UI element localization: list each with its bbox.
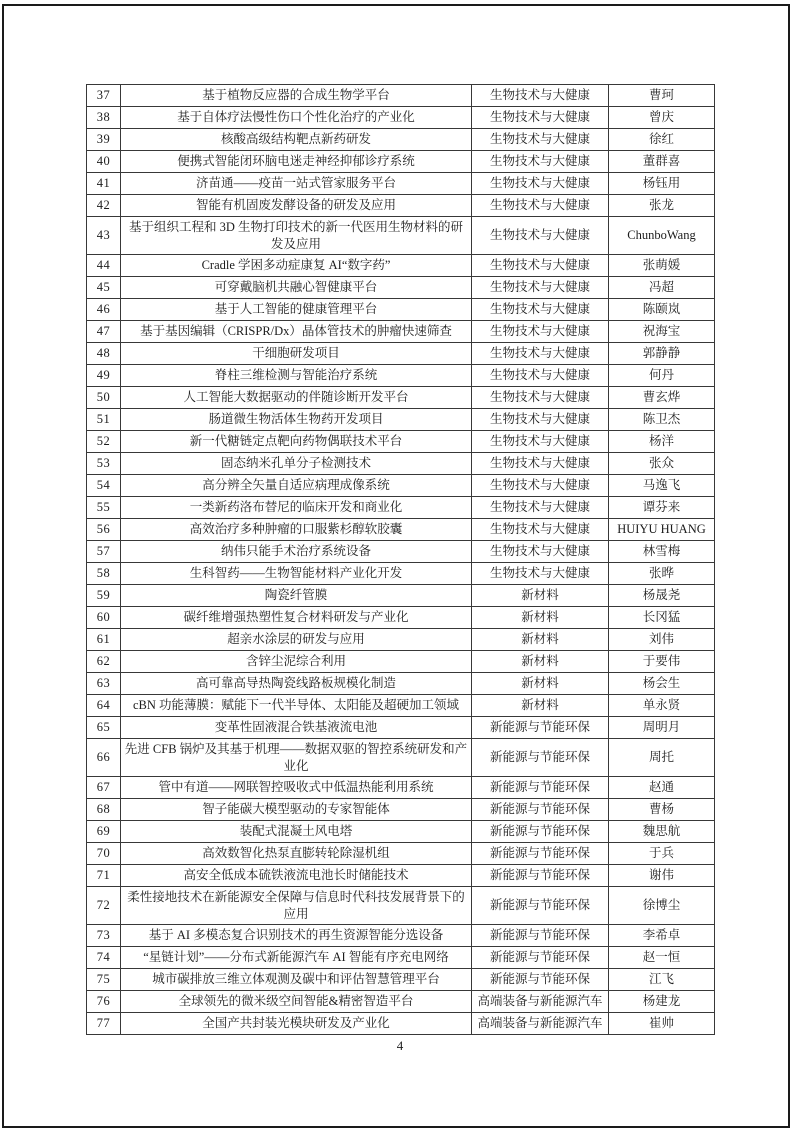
category-cell: 生物技术与大健康	[472, 277, 609, 299]
category-cell: 生物技术与大健康	[472, 255, 609, 277]
row-number-cell: 64	[87, 695, 121, 717]
category-cell: 生物技术与大健康	[472, 497, 609, 519]
person-name-cell: 魏思航	[609, 821, 715, 843]
person-name-cell: 郭静静	[609, 343, 715, 365]
row-number-cell: 52	[87, 431, 121, 453]
row-number-cell: 38	[87, 107, 121, 129]
row-number-cell: 77	[87, 1013, 121, 1035]
project-title-cell: 高效数智化热泵直膨转轮除湿机组	[121, 843, 472, 865]
project-title-cell: 基于人工智能的健康管理平台	[121, 299, 472, 321]
table-row	[87, 947, 715, 969]
category-cell: 生物技术与大健康	[472, 365, 609, 387]
project-title-cell: 核酸高级结构靶点新药研发	[121, 129, 472, 151]
project-title-cell: 基于组织工程和 3D 生物打印技术的新一代医用生物材料的研发及应用	[121, 217, 472, 255]
row-number-cell: 56	[87, 519, 121, 541]
table-row	[87, 799, 715, 821]
project-title-cell: cBN 功能薄膜：赋能下一代半导体、太阳能及超硬加工领域	[121, 695, 472, 717]
project-title-cell: 基于自体疗法慢性伤口个性化治疗的产业化	[121, 107, 472, 129]
table-row	[87, 563, 715, 585]
category-cell: 新材料	[472, 651, 609, 673]
table-row	[87, 607, 715, 629]
row-number-cell: 66	[87, 739, 121, 777]
category-cell: 新材料	[472, 695, 609, 717]
table-row	[87, 387, 715, 409]
row-number-cell: 69	[87, 821, 121, 843]
table-row	[87, 821, 715, 843]
person-name-cell: 周托	[609, 739, 715, 777]
table-row	[87, 255, 715, 277]
category-cell: 新能源与节能环保	[472, 821, 609, 843]
project-title-cell: 纳伟只能手术治疗系统设备	[121, 541, 472, 563]
category-cell: 新能源与节能环保	[472, 947, 609, 969]
category-cell: 新能源与节能环保	[472, 777, 609, 799]
category-cell: 新材料	[472, 629, 609, 651]
row-number-cell: 39	[87, 129, 121, 151]
table-row	[87, 717, 715, 739]
category-cell: 生物技术与大健康	[472, 431, 609, 453]
person-name-cell: 谢伟	[609, 865, 715, 887]
row-number-cell: 44	[87, 255, 121, 277]
category-cell: 新材料	[472, 673, 609, 695]
person-name-cell: 长冈猛	[609, 607, 715, 629]
person-name-cell: 周明月	[609, 717, 715, 739]
row-number-cell: 60	[87, 607, 121, 629]
project-title-cell: 肠道微生物活体生物药开发项目	[121, 409, 472, 431]
project-title-cell: 一类新药洛布替尼的临床开发和商业化	[121, 497, 472, 519]
person-name-cell: 马逸飞	[609, 475, 715, 497]
table-row	[87, 475, 715, 497]
row-number-cell: 71	[87, 865, 121, 887]
table-row	[87, 777, 715, 799]
category-cell: 高端装备与新能源汽车	[472, 991, 609, 1013]
table-row	[87, 629, 715, 651]
category-cell: 生物技术与大健康	[472, 107, 609, 129]
table-row	[87, 925, 715, 947]
category-cell: 生物技术与大健康	[472, 151, 609, 173]
row-number-cell: 72	[87, 887, 121, 925]
category-cell: 生物技术与大健康	[472, 453, 609, 475]
project-title-cell: 柔性接地技术在新能源安全保障与信息时代科技发展背景下的应用	[121, 887, 472, 925]
project-title-cell: 全国产共封装光模块研发及产业化	[121, 1013, 472, 1035]
person-name-cell: 林雪梅	[609, 541, 715, 563]
projects-table-body	[87, 85, 715, 1035]
row-number-cell: 40	[87, 151, 121, 173]
category-cell: 生物技术与大健康	[472, 563, 609, 585]
table-row	[87, 343, 715, 365]
row-number-cell: 68	[87, 799, 121, 821]
row-number-cell: 65	[87, 717, 121, 739]
project-title-cell: 管中有道——网联智控吸收式中低温热能利用系统	[121, 777, 472, 799]
category-cell: 新材料	[472, 607, 609, 629]
row-number-cell: 45	[87, 277, 121, 299]
row-number-cell: 73	[87, 925, 121, 947]
row-number-cell: 49	[87, 365, 121, 387]
category-cell: 生物技术与大健康	[472, 129, 609, 151]
category-cell: 新能源与节能环保	[472, 717, 609, 739]
table-row	[87, 865, 715, 887]
table-row	[87, 409, 715, 431]
person-name-cell: 杨钰用	[609, 173, 715, 195]
project-title-cell: “星链计划”——分布式新能源汽车 AI 智能有序充电网络	[121, 947, 472, 969]
row-number-cell: 48	[87, 343, 121, 365]
row-number-cell: 50	[87, 387, 121, 409]
person-name-cell: 徐博尘	[609, 887, 715, 925]
table-row	[87, 85, 715, 107]
project-title-cell: 变革性固液混合铁基液流电池	[121, 717, 472, 739]
category-cell: 生物技术与大健康	[472, 475, 609, 497]
person-name-cell: 江飞	[609, 969, 715, 991]
category-cell: 新能源与节能环保	[472, 843, 609, 865]
row-number-cell: 67	[87, 777, 121, 799]
person-name-cell: 祝海宝	[609, 321, 715, 343]
table-row	[87, 151, 715, 173]
person-name-cell: 董群喜	[609, 151, 715, 173]
project-title-cell: Cradle 学困多动症康复 AI“数字药”	[121, 255, 472, 277]
category-cell: 生物技术与大健康	[472, 519, 609, 541]
table-row	[87, 217, 715, 255]
project-title-cell: 固态纳米孔单分子检测技术	[121, 453, 472, 475]
project-title-cell: 含锌尘泥综合利用	[121, 651, 472, 673]
category-cell: 新能源与节能环保	[472, 887, 609, 925]
person-name-cell: 曹杨	[609, 799, 715, 821]
project-title-cell: 人工智能大数据驱动的伴随诊断开发平台	[121, 387, 472, 409]
table-row	[87, 195, 715, 217]
table-row	[87, 173, 715, 195]
person-name-cell: 陈卫杰	[609, 409, 715, 431]
row-number-cell: 59	[87, 585, 121, 607]
category-cell: 生物技术与大健康	[472, 343, 609, 365]
project-title-cell: 碳纤维增强热塑性复合材料研发与产业化	[121, 607, 472, 629]
person-name-cell: ChunboWang	[609, 217, 715, 255]
table-row	[87, 887, 715, 925]
table-row	[87, 969, 715, 991]
project-title-cell: 脊柱三维检测与智能治疗系统	[121, 365, 472, 387]
row-number-cell: 53	[87, 453, 121, 475]
project-title-cell: 基于基因编辑（CRISPR/Dx）晶体管技术的肿瘤快速筛查	[121, 321, 472, 343]
row-number-cell: 47	[87, 321, 121, 343]
person-name-cell: 何丹	[609, 365, 715, 387]
table-row	[87, 695, 715, 717]
row-number-cell: 54	[87, 475, 121, 497]
row-number-cell: 42	[87, 195, 121, 217]
table-row	[87, 107, 715, 129]
project-title-cell: 高可靠高导热陶瓷线路板规模化制造	[121, 673, 472, 695]
row-number-cell: 76	[87, 991, 121, 1013]
person-name-cell: 刘伟	[609, 629, 715, 651]
project-title-cell: 高分辨全矢量自适应病理成像系统	[121, 475, 472, 497]
category-cell: 生物技术与大健康	[472, 321, 609, 343]
category-cell: 新材料	[472, 585, 609, 607]
category-cell: 生物技术与大健康	[472, 541, 609, 563]
person-name-cell: 张萌媛	[609, 255, 715, 277]
category-cell: 高端装备与新能源汽车	[472, 1013, 609, 1035]
project-title-cell: 济苗通——疫苗一站式管家服务平台	[121, 173, 472, 195]
person-name-cell: 于要伟	[609, 651, 715, 673]
row-number-cell: 41	[87, 173, 121, 195]
table-row	[87, 739, 715, 777]
project-title-cell: 城市碳排放三维立体观测及碳中和评估智慧管理平台	[121, 969, 472, 991]
table-row	[87, 365, 715, 387]
project-title-cell: 陶瓷纤管膜	[121, 585, 472, 607]
person-name-cell: 杨会生	[609, 673, 715, 695]
table-row	[87, 299, 715, 321]
person-name-cell: 崔帅	[609, 1013, 715, 1035]
person-name-cell: 张晔	[609, 563, 715, 585]
project-title-cell: 超亲水涂层的研发与应用	[121, 629, 472, 651]
table-row	[87, 519, 715, 541]
table-row	[87, 497, 715, 519]
category-cell: 生物技术与大健康	[472, 299, 609, 321]
category-cell: 生物技术与大健康	[472, 217, 609, 255]
row-number-cell: 61	[87, 629, 121, 651]
project-title-cell: 基于植物反应器的合成生物学平台	[121, 85, 472, 107]
table-row	[87, 673, 715, 695]
row-number-cell: 55	[87, 497, 121, 519]
project-title-cell: 基于 AI 多模态复合识别技术的再生资源智能分选设备	[121, 925, 472, 947]
person-name-cell: 杨洋	[609, 431, 715, 453]
row-number-cell: 62	[87, 651, 121, 673]
project-title-cell: 全球领先的微米级空间智能&精密智造平台	[121, 991, 472, 1013]
row-number-cell: 57	[87, 541, 121, 563]
table-row	[87, 129, 715, 151]
person-name-cell: 谭芬来	[609, 497, 715, 519]
category-cell: 生物技术与大健康	[472, 85, 609, 107]
person-name-cell: 赵一恒	[609, 947, 715, 969]
project-title-cell: 生科智药——生物智能材料产业化开发	[121, 563, 472, 585]
row-number-cell: 46	[87, 299, 121, 321]
row-number-cell: 58	[87, 563, 121, 585]
person-name-cell: HUIYU HUANG	[609, 519, 715, 541]
person-name-cell: 杨建龙	[609, 991, 715, 1013]
person-name-cell: 赵通	[609, 777, 715, 799]
person-name-cell: 曾庆	[609, 107, 715, 129]
row-number-cell: 75	[87, 969, 121, 991]
row-number-cell: 43	[87, 217, 121, 255]
category-cell: 生物技术与大健康	[472, 195, 609, 217]
person-name-cell: 张众	[609, 453, 715, 475]
table-row	[87, 321, 715, 343]
category-cell: 新能源与节能环保	[472, 799, 609, 821]
person-name-cell: 曹玄烨	[609, 387, 715, 409]
project-title-cell: 便携式智能闭环脑电迷走神经抑郁诊疗系统	[121, 151, 472, 173]
person-name-cell: 李希卓	[609, 925, 715, 947]
row-number-cell: 63	[87, 673, 121, 695]
table-row	[87, 453, 715, 475]
project-title-cell: 干细胞研发项目	[121, 343, 472, 365]
project-title-cell: 高效治疗多种肿瘤的口服紫杉醇软胶囊	[121, 519, 472, 541]
project-title-cell: 可穿戴脑机共融心智健康平台	[121, 277, 472, 299]
person-name-cell: 冯超	[609, 277, 715, 299]
person-name-cell: 曹珂	[609, 85, 715, 107]
person-name-cell: 陈颐岚	[609, 299, 715, 321]
row-number-cell: 70	[87, 843, 121, 865]
table-row	[87, 541, 715, 563]
row-number-cell: 74	[87, 947, 121, 969]
category-cell: 新能源与节能环保	[472, 739, 609, 777]
row-number-cell: 51	[87, 409, 121, 431]
projects-table	[86, 84, 715, 1035]
person-name-cell: 徐红	[609, 129, 715, 151]
category-cell: 新能源与节能环保	[472, 925, 609, 947]
person-name-cell: 张龙	[609, 195, 715, 217]
table-row	[87, 843, 715, 865]
project-title-cell: 智能有机固废发酵设备的研发及应用	[121, 195, 472, 217]
project-title-cell: 装配式混凝土风电塔	[121, 821, 472, 843]
project-title-cell: 智子能碳大模型驱动的专家智能体	[121, 799, 472, 821]
table-row	[87, 585, 715, 607]
project-title-cell: 高安全低成本硫铁液流电池长时储能技术	[121, 865, 472, 887]
category-cell: 生物技术与大健康	[472, 387, 609, 409]
category-cell: 新能源与节能环保	[472, 865, 609, 887]
table-row	[87, 277, 715, 299]
table-row	[87, 431, 715, 453]
project-title-cell: 新一代糖链定点靶向药物偶联技术平台	[121, 431, 472, 453]
person-name-cell: 于兵	[609, 843, 715, 865]
person-name-cell: 杨晟尧	[609, 585, 715, 607]
person-name-cell: 单永贤	[609, 695, 715, 717]
row-number-cell: 37	[87, 85, 121, 107]
table-row	[87, 991, 715, 1013]
category-cell: 生物技术与大健康	[472, 173, 609, 195]
category-cell: 生物技术与大健康	[472, 409, 609, 431]
category-cell: 新能源与节能环保	[472, 969, 609, 991]
project-title-cell: 先进 CFB 锅炉及其基于机理——数据双驱的智控系统研发和产业化	[121, 739, 472, 777]
table-row	[87, 1013, 715, 1035]
table-row	[87, 651, 715, 673]
page-number: 4	[396, 1038, 404, 1053]
